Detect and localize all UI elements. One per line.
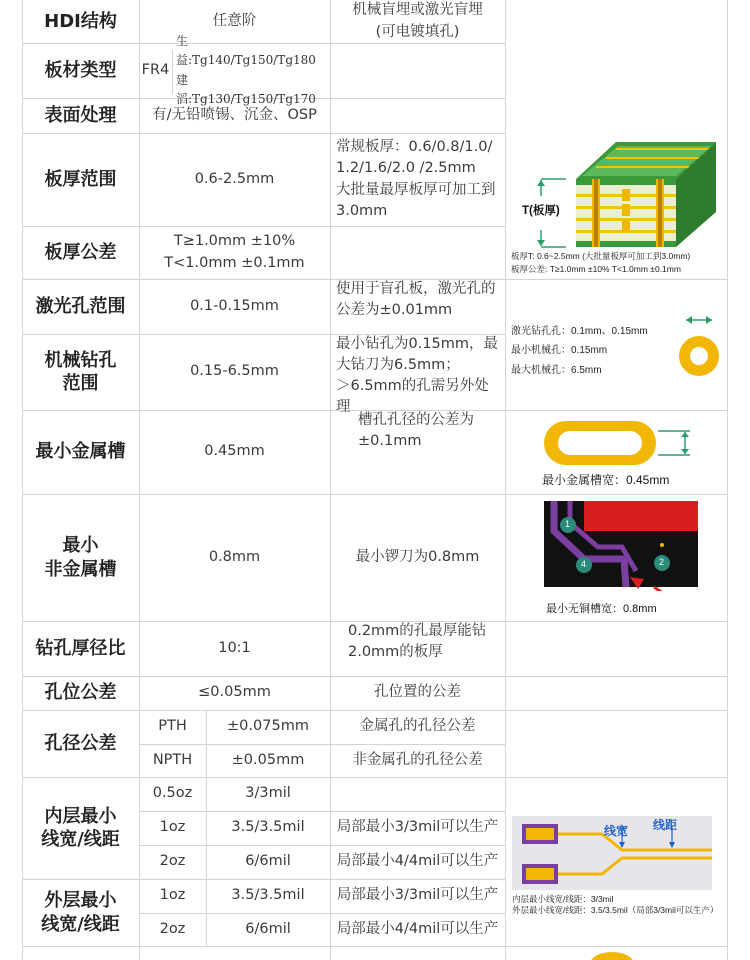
inner-label-2: 线宽/线距 [41, 829, 120, 850]
note-slot-line-1: 槽孔孔径的公差为 [358, 412, 474, 428]
note-thickness-line-4: 3.0mm [336, 202, 388, 219]
label-thickness: 板厚范围 [44, 168, 117, 190]
note-hole-pos: 孔位置的公差 [374, 684, 461, 701]
inner-r3-note: 局部最小4/4mil可以生产 [336, 853, 499, 870]
pth-label: PTH [158, 718, 187, 735]
nonmetal-pad-4: 4 [581, 559, 587, 569]
nonmetal-slot-caption: 最小无铜槽宽：0.8mm [546, 603, 657, 615]
outer-r2-note: 局部最小4/4mil可以生产 [336, 920, 499, 937]
note-aspect-line-2: 2.0mm的板厚 [348, 644, 443, 661]
note-laser-line-2: 公差为±0.01mm [336, 302, 453, 319]
value-material-brands [172, 34, 330, 106]
pth-value: ±0.075mm [227, 718, 309, 735]
outer-label-2: 线宽/线距 [41, 913, 120, 935]
value-mech-drill: 0.15-6.5mm [190, 363, 279, 380]
label-inner [22, 777, 139, 879]
label-laser: 激光孔范围 [35, 295, 126, 317]
outer-r1-oz: 1oz [159, 887, 186, 904]
outer-r2-value: 6/6mil [245, 920, 291, 937]
value-fr4: FR4 [141, 61, 170, 78]
material-line-2: 建滔:Tg130/Tg150/Tg170 [176, 72, 316, 106]
label-surface: 表面处理 [44, 104, 117, 126]
value-hole-pos: ≤0.05mm [198, 684, 271, 701]
note-mech-line-3: ＞6.5mm的孔需另外处理 [336, 378, 489, 416]
trace-caption-1: 内层最小线宽/线距：3/3mil [512, 894, 614, 904]
metal-slot-figure [506, 411, 727, 494]
label-hdi: HDI结构 [44, 10, 117, 32]
note-slot-line-2: ±0.1mm [358, 433, 422, 450]
note-min-nonmetal-slot: 最小锣刀为0.8mm [355, 548, 480, 565]
note-laser-line-1: 使用于盲孔板，激光孔的 [336, 281, 496, 297]
note-hdi-line-2: (可电镀填孔) [375, 23, 460, 40]
outer-r1-value: 3.5/3.5mil [231, 887, 305, 904]
inner-r1-note [330, 777, 505, 811]
npth-label: NPTH [152, 751, 193, 768]
note-laser [330, 279, 505, 334]
trace-width-label: 线宽 [604, 824, 629, 838]
pcb-thickness-label: T(板厚) [522, 205, 560, 217]
metal-slot-illustration [540, 417, 700, 469]
metal-slot-caption: 最小金属槽宽：0.45mm [542, 473, 670, 487]
material-line-1: 生益:Tg140/Tg150/Tg180 [176, 34, 316, 68]
thickness-tol-line-2: T<1.0mm ±0.1mm [164, 254, 305, 271]
outer-r2-oz: 2oz [159, 920, 186, 937]
label-hole-dia: 孔径公差 [44, 732, 117, 754]
label-outer [22, 879, 139, 946]
drill-ring-illustration [674, 310, 724, 380]
note-thickness [330, 133, 505, 226]
note-thickness-line-3: 大批量最厚板厚可加工到 [336, 181, 496, 198]
label-min-nonmetal-slot [22, 494, 139, 621]
value-laser: 0.1-0.15mm [190, 297, 279, 314]
npth-note: 非金属孔的孔径公差 [352, 751, 483, 768]
npth-value: ±0.05mm [231, 751, 305, 768]
next-row-figure-partial [590, 952, 634, 960]
label-hole-pos: 孔位公差 [44, 682, 117, 704]
inner-r3-oz: 2oz [159, 853, 186, 870]
note-aspect [330, 621, 505, 676]
inner-r1-value: 3/3mil [245, 785, 291, 802]
nonmetal-label-2: 非金属槽 [44, 558, 117, 580]
label-thickness-tol: 板厚公差 [44, 241, 117, 263]
inner-r2-value: 3.5/3.5mil [231, 819, 305, 836]
pcb-caption-2: 板厚公差: T≥1.0mm ±10% T<1.0mm ±0.1mm [511, 264, 681, 274]
value-hdi: 任意阶 [212, 12, 257, 29]
label-min-metal-slot: 最小金属槽 [35, 441, 126, 463]
nonmetal-pad-2: 2 [659, 557, 665, 567]
note-hdi [330, 0, 505, 43]
drill-line-3: 最大机械孔：6.5mm [511, 365, 602, 376]
value-min-nonmetal-slot: 0.8mm [208, 548, 261, 565]
value-surface: 有/无铅喷锡、沉金、OSP [152, 106, 317, 123]
pcb-cross-section-illustration [506, 134, 727, 258]
value-thickness: 0.6-2.5mm [194, 170, 275, 187]
trace-caption-2: 外层最小线宽/线距：3.5/3.5mil（局部3/3mil可以生产） [512, 905, 719, 915]
label-mech-drill [22, 334, 139, 410]
pcb-cross-section-figure [506, 134, 727, 279]
trace-gap-label: 线距 [653, 818, 678, 832]
label-material: 板材类型 [44, 59, 117, 81]
note-mech-drill [330, 334, 505, 416]
note-thickness-line-2: 1.2/1.6/2.0 /2.5mm [336, 160, 476, 177]
inner-r3-value: 6/6mil [245, 853, 291, 870]
nonmetal-pad-1: 1 [565, 519, 571, 529]
thickness-tol-line-1: T≥1.0mm ±10% [173, 233, 296, 250]
value-thickness-tol [139, 226, 330, 279]
gold-ring-partial-icon [590, 952, 634, 960]
nonmetal-label-1: 最小 [62, 535, 99, 557]
note-aspect-line-1: 0.2mm的孔最厚能钻 [348, 623, 487, 639]
pth-note: 金属孔的孔径公差 [359, 718, 476, 735]
inner-r2-note: 局部最小3/3mil可以生产 [336, 819, 499, 836]
note-hdi-line-1: 机械盲埋或激光盲埋 [352, 2, 483, 19]
value-min-metal-slot: 0.45mm [204, 443, 265, 460]
nonmetal-slot-illustration [544, 501, 698, 591]
drill-line-1: 激光钻孔孔：0.1mm、0.15mm [511, 326, 648, 337]
note-min-metal-slot [330, 410, 505, 494]
inner-label-1: 内层最小 [44, 805, 117, 827]
pcb-caption-1: 板厚T: 0.6~2.5mm (大批量板厚可加工到3.0mm) [511, 251, 691, 261]
note-mech-line-1: 最小钻孔为0.15mm，最 [336, 336, 499, 352]
drill-line-2: 最小机械孔：0.15mm [511, 345, 608, 356]
trace-spacing-figure [506, 778, 727, 946]
nonmetal-slot-figure [506, 495, 727, 621]
value-aspect: 10:1 [218, 639, 251, 656]
label-aspect: 钻孔厚径比 [35, 637, 126, 659]
note-mech-line-2: 大钻刀为6.5mm； [336, 357, 460, 374]
outer-label-1: 外层最小 [44, 890, 117, 912]
mech-drill-label-1: 机械钻孔 [44, 349, 117, 371]
inner-r1-oz: 0.5oz [152, 785, 193, 802]
inner-r2-oz: 1oz [159, 819, 186, 836]
outer-r1-note: 局部最小3/3mil可以生产 [336, 887, 499, 904]
drill-hole-figure [506, 280, 727, 410]
mech-drill-label-2: 范围 [62, 373, 99, 394]
note-thickness-line-1: 常规板厚：0.6/0.8/1.0/ [336, 139, 493, 156]
